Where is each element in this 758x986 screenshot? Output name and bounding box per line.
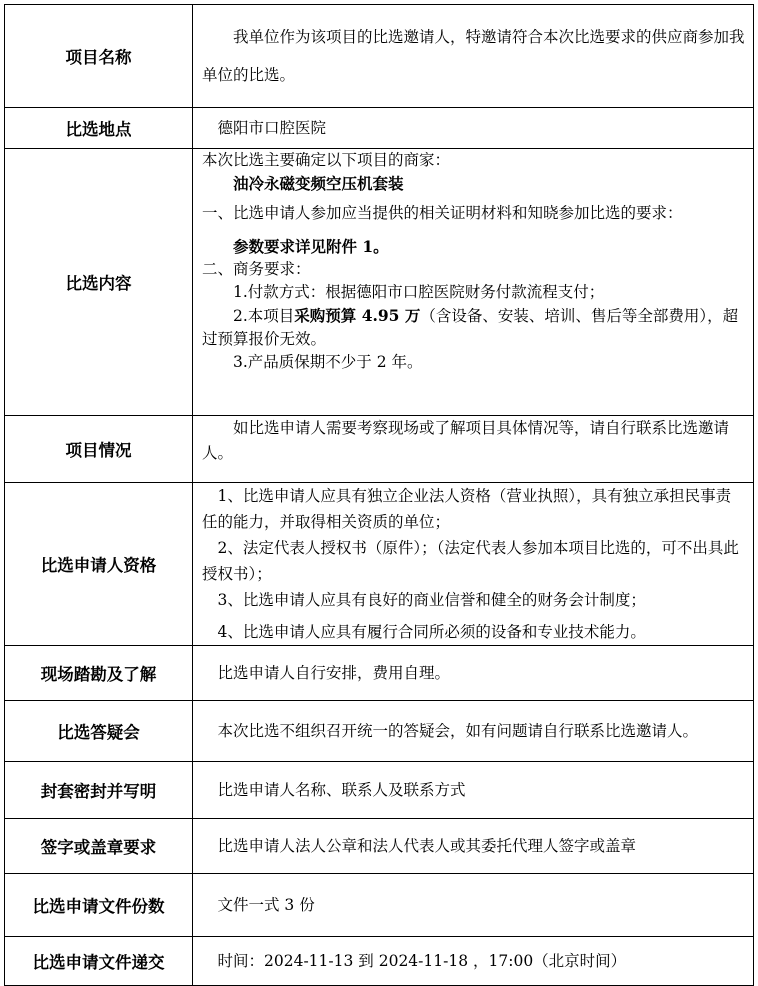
qualification-item-3: 3、比选申请人应具有良好的商业信誉和健全的财务会计制度； [217, 591, 646, 609]
value-qa [193, 701, 754, 762]
sealing-text: 比选申请人名称、联系人及联系方式 [217, 780, 466, 799]
content-warranty: 3.产品质保期不少于 2 年。 [233, 353, 423, 371]
qa-text: 本次比选不组织召开统一的答疑会，如有问题请自行联系比选邀请人。 [217, 721, 699, 740]
label-copies: 比选申请文件份数 [5, 874, 193, 937]
value-copies [193, 874, 754, 937]
row-content [5, 149, 754, 416]
value-site-visit [193, 646, 754, 701]
row-location [5, 108, 754, 149]
row-signature [5, 819, 754, 874]
content-item: 油冷永磁变频空压机套装 [233, 174, 404, 193]
value-location [193, 108, 754, 149]
label-submission: 比选申请文件递交 [5, 937, 193, 986]
label-sealing: 封套密封并写明 [5, 762, 193, 819]
value-project-name [193, 5, 754, 108]
label-project-name: 项目名称 [5, 5, 193, 108]
tender-info-table [4, 4, 754, 986]
label-location: 比选地点 [5, 108, 193, 149]
budget-amount: 采购预算 4.95 万 [294, 306, 421, 325]
submission-text: 时间：2024-11-13 到 2024-11-18 ，17:00（北京时间） [217, 951, 627, 970]
budget-suffix: （含设备、安装、培训、售后等全部费用），超过预算报价无效。 [202, 307, 739, 348]
row-situation [5, 416, 754, 483]
content-budget [202, 304, 745, 351]
value-qualification [193, 483, 754, 646]
label-qualification: 比选申请人资格 [5, 483, 193, 646]
qualification-item-4: 4、比选申请人应具有履行合同所必须的设备和专业技术能力。 [217, 623, 646, 641]
content-intro: 本次比选主要确定以下项目的商家： [202, 151, 451, 169]
label-content: 比选内容 [5, 149, 193, 416]
row-site-visit [5, 646, 754, 701]
signature-text: 比选申请人法人公章和法人代表人或其委托代理人签字或盖章 [217, 836, 637, 855]
budget-prefix: 2.本项目 [233, 307, 295, 325]
label-situation: 项目情况 [5, 416, 193, 483]
value-sealing [193, 762, 754, 819]
label-site-visit: 现场踏勘及了解 [5, 646, 193, 701]
qualification-item-1: 1、比选申请人应具有独立企业法人资格（营业执照），具有独立承担民事责任的能力，并取得相关资质的单位； [202, 487, 732, 531]
content-payment: 1.付款方式：根据德阳市口腔医院财务付款流程支付； [233, 283, 605, 301]
content-params: 参数要求详见附件 1。 [233, 237, 389, 256]
row-qa [5, 701, 754, 762]
project-name-text: 我单位作为该项目的比选邀请人，特邀请符合本次比选要求的供应商参加我单位的比选。 [202, 28, 745, 84]
label-signature: 签字或盖章要求 [5, 819, 193, 874]
row-copies [5, 874, 754, 937]
content-business-title: 二、商务要求： [202, 260, 311, 278]
value-content [193, 149, 754, 416]
site-visit-text: 比选申请人自行安排，费用自理。 [217, 663, 451, 682]
label-qa: 比选答疑会 [5, 701, 193, 762]
row-sealing [5, 762, 754, 819]
value-situation [193, 416, 754, 483]
qualification-item-2: 2、法定代表人授权书（原件）；（法定代表人参加本项目比选的，可不出具此授权书）； [202, 539, 739, 583]
row-submission [5, 937, 754, 986]
content-requirements-intro: 一、比选申请人参加应当提供的相关证明材料和知晓参加比选的要求： [202, 204, 683, 222]
value-signature [193, 819, 754, 874]
row-project-name [5, 5, 754, 108]
situation-text: 如比选申请人需要考察现场或了解项目具体情况等，请自行联系比选邀请人。 [202, 419, 730, 462]
location-text: 德阳市口腔医院 [217, 118, 327, 137]
value-submission [193, 937, 754, 986]
row-qualification [5, 483, 754, 646]
copies-text: 文件一式 3 份 [217, 895, 315, 914]
